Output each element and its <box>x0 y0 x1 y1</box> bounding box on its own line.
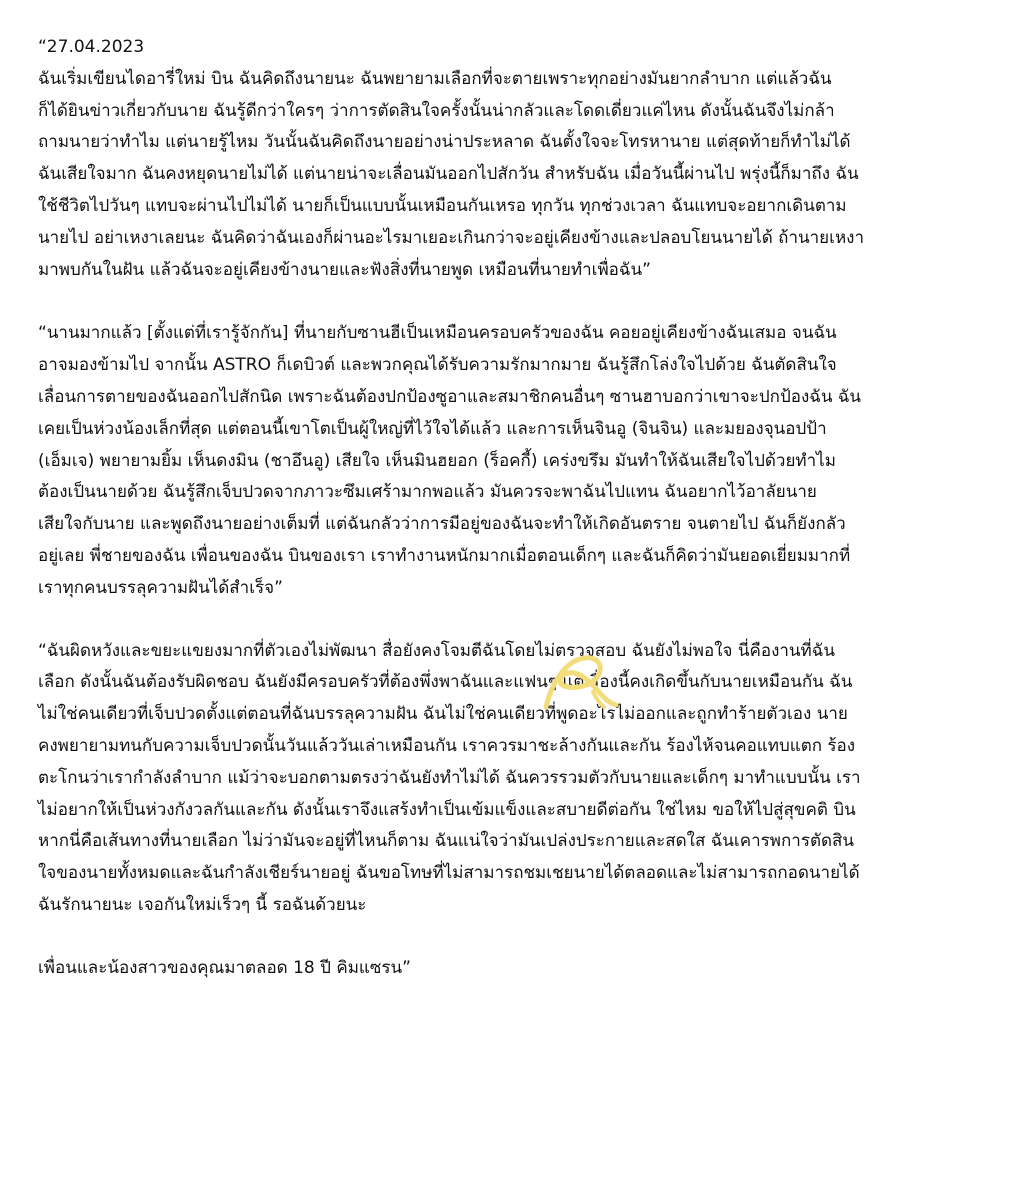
signature-line: เพื่อนและน้องสาวของคุณมาตลอด 18 ปี คิมแซรน” <box>38 957 411 978</box>
diary-entry-paragraph: “27.04.2023 ฉันเริ่มเขียนไดอารี่ใหม่ บิน ฉันคิดถึงนายนะ ฉันพยายามเลือกที่จะตายเพราะทุกอย่างมันยากลำบาก แต่แล้วฉัน ก็ได้ยินข่าวเกี่ยวกับนาย ฉันรู้ดีกว่าใครๆ ว่าการตัดสินใจครั้งนั้นน่ากลัวและโดดเดี่ยวแค่ไหน ดังนั้นฉันจึงไม่กล้า ถามนายว่าทำไม แต่นายรู้ไหม วันนั้นฉันคิดถึงนายอย่างน่าประหลาด ฉันตั้งใจจะโทรหานาย แต่สุดท้ายก็ทำไม่ได้ ฉันเสียใจมาก ฉันคงหยุดนายไม่ได้ แต่นายน่าจะเลื่อนมันออกไปสักวัน สำหรับฉัน เมื่อวันนี้ผ่านไป พรุ่งนี้ก็มาถึง ฉัน ใช้ชีวิตไปวันๆ แทบจะผ่านไปไม่ได้ นายก็เป็นแบบนั้นเหมือนกันเหรอ ทุกวัน ทุกช่วงเวลา ฉันแทบจะอยากเดินตาม นายไป อย่าเหงาเลยนะ ฉันคิดว่าฉันเองก็ผ่านอะไรมาเยอะเกินกว่าจะอยู่เคียงข้างและปลอบโยนนายได้ ถ้านายเหงา มาพบกันในฝัน แล้วฉันจะอยู่เคียงข้างนายและฟังสิ่งที่นายพูด เหมือนที่นายทำเพื่อฉัน” <box>38 37 864 280</box>
farewell-paragraph: “ฉันผิดหวังและขยะแขยงมากที่ตัวเองไม่พัฒนา สื่อยังคงโจมตีฉันโดยไม่ตรวจสอบ ฉันยังไม่พอใจ นี่คืองานที่ฉัน เลือก ดังนั้นฉันต้องรับผิดชอบ ฉันยังมีครอบครัวที่ต้องพึ่งพาฉันและแฟนๆ แต่เรื่องนี้คงเกิดขึ้นกับนายเหมือนกัน ฉัน ไม่ใช่คนเดียวที่เจ็บปวดตั้งแต่ตอนที่ฉันบรรลุความฝัน ฉันไม่ใช่คนเดียวที่พูดอะไรไม่ออกและถูกทำร้ายตัวเอง นาย คงพยายามทนกับความเจ็บปวดนั้นวันแล้ววันเล่าเหมือนกัน เราควรมาชะล้างกันและกัน ร้องไห้จนคอแทบแตก ร้อง ตะโกนว่าเรากำลังลำบาก แม้ว่าจะบอกตามตรงว่าฉันยังทำไม่ได้ ฉันควรรวมตัวกับนายและเด็กๆ มาทำแบบนั้น เรา ไม่อยากให้เป็นห่วงกังวลกันและกัน ดังนั้นเราจึงแสร้งทำเป็นเข้มแข็งและสบายดีต่อกัน ใช่ไหม ขอให้ไปสู่สุขคติ บิน หากนี่คือเส้นทางที่นายเลือก ไม่ว่ามันจะอยู่ที่ไหนก็ตาม ฉันแน่ใจว่ามันเปล่งประกายและสดใส ฉันเคารพการตัดสิน ใจของนายทั้งหมดและฉันกำลังเชียร์นายอยู่ ฉันขอโทษที่ไม่สามารถชมเชยนายได้ตลอดและไม่สามารถกอดนายได้ ฉันรักนายนะ เจอกันใหม่เร็วๆ นี้ รอฉันด้วยนะ <box>38 640 861 915</box>
memory-paragraph: “นานมากแล้ว [ตั้งแต่ที่เรารู้จักกัน] ที่นายกับซานฮีเป็นเหมือนครอบครัวของฉัน คอยอยู่เคียงข้างฉันเสมอ จนฉัน อาจมองข้ามไป จากนั้น ASTRO ก็เดบิวต์ และพวกคุณได้รับความรักมากมาย ฉันรู้สึกโล่งใจไปด้วย ฉันตัดสินใจ เลื่อนการตายของฉันออกไปสักนิด เพราะฉันต้องปกป้องซูอาและสมาชิกคนอื่นๆ ซานฮาบอกว่าเขาจะปกป้องฉัน ฉัน เคยเป็นห่วงน้องเล็กที่สุด แต่ตอนนี้เขาโตเป็นผู้ใหญ่ที่ไว้ใจได้แล้ว และการเห็นจินอู (จินจิน) และมยองจุนอปป้า (เอ็มเจ) พยายามยิ้ม เห็นดงมิน (ชาอึนอู) เสียใจ เห็นมินฮยอก (ร็อคกี้) เคร่งขรึม มันทำให้ฉันเสียใจไปด้วยทำไม ต้องเป็นนายด้วย ฉันรู้สึกเจ็บปวดจากภาวะซึมเศร้ามากพอแล้ว มันควรจะพาฉันไปแทน ฉันอยากไว้อาลัยนาย เสียใจกับนาย และพูดถึงนายอย่างเต็มที่ แต่ฉันกลัวว่าการมีอยู่ของฉันจะทำให้เกิดอันตราย จนตายไป ฉันก็ยังกลัว อยู่เลย พี่ชายของฉัน เพื่อนของฉัน บินของเรา เราทำงานหนักมากเมื่อตอนเด็กๆ และฉันก็คิดว่ามันยอดเยี่ยมมากที่ เราทุกคนบรรลุความฝันได้สำเร็จ” <box>38 323 862 598</box>
